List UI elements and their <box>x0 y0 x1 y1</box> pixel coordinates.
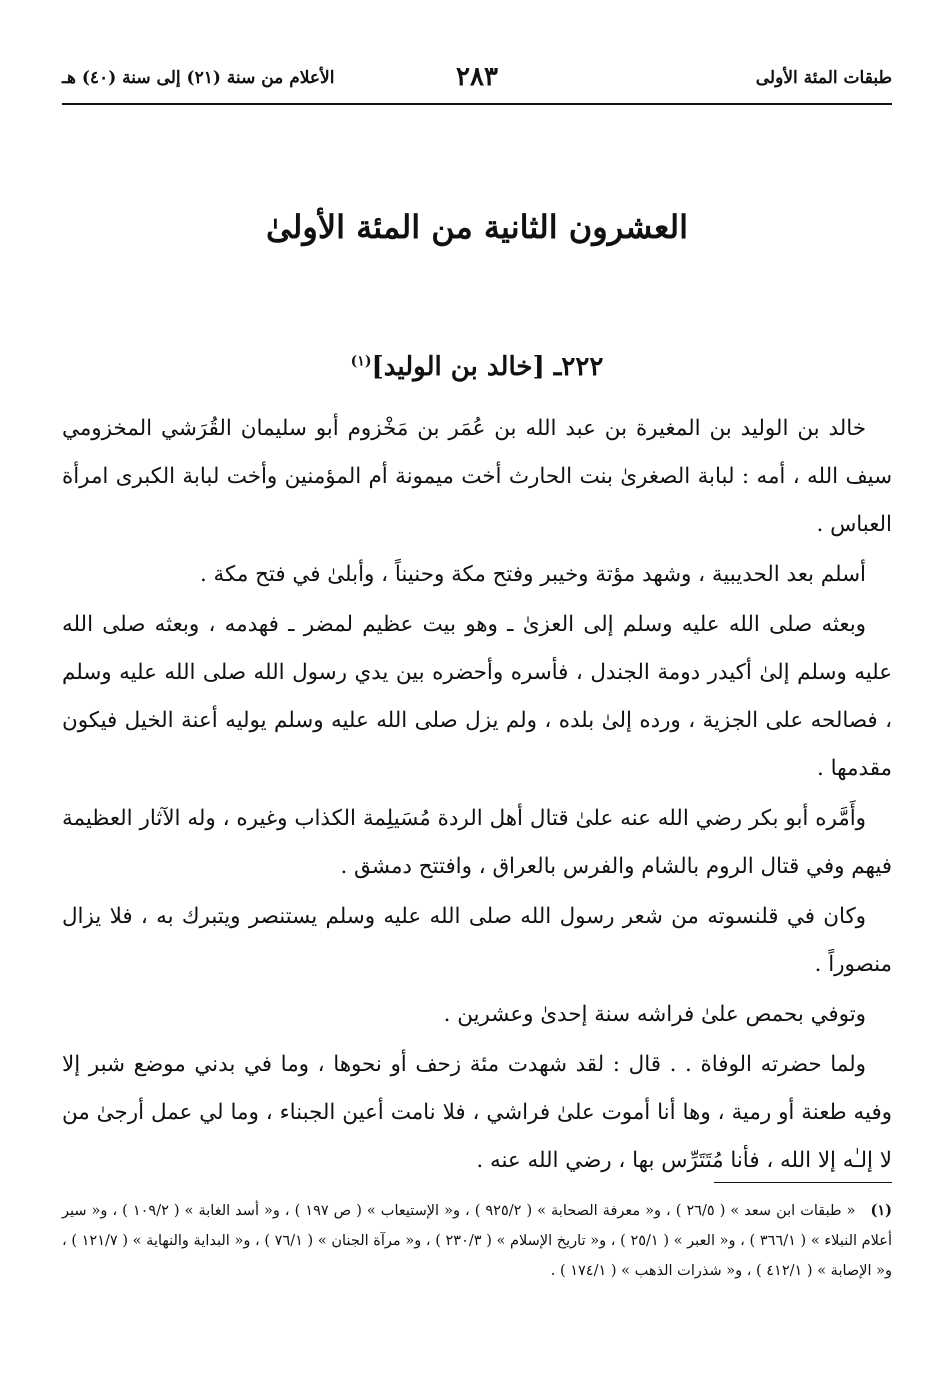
footnote-number: (١) <box>870 1202 893 1219</box>
paragraph: وبعثه صلى الله عليه وسلم إلى العزىٰ ـ وهو بيت عظيم لمضر ـ فهدمه ، وبعثه صلى الله عليه وسلم إلىٰ أكيدر دومة الجندل ، فأسره وأحضره بين يدي رسول الله صلى الله عليه وسلم ، فصالحه على الجزية ، ورده إلىٰ بلده ، ولم يزل صلى الله عليه وسلم يوليه أعنة الخيل فيكون مقدمها . <box>62 612 892 781</box>
footnote-divider <box>714 1182 892 1183</box>
header-divider <box>62 103 892 105</box>
entry-title-text: ٢٢٢ـ [خالد بن الوليد] <box>371 352 604 382</box>
header-book-section: طبقات المئة الأولى <box>755 68 892 88</box>
paragraph: وكان في قلنسوته من شعر رسول الله صلى الله عليه وسلم يستنصر ويتبرك به ، فلا يزال منصوراً . <box>62 904 892 977</box>
page-number: ٢٨٣ <box>456 62 498 92</box>
entry-title <box>62 352 892 382</box>
footnote-text: « طبقات ابن سعد » ( ٢٦/٥ ) ، و« معرفة الصحابة » ( ٩٢٥/٢ ) ، و« الإستيعاب » ( ص ١٩٧ ) ، و« أسد الغابة » ( ١٠٩/٢ ) ، و« سير أعلام النبلاء » ( ٣٦٦/١ ) ، و« العبر » ( ٢٥/١ ) ، و« تاريخ الإسلام » ( ٢٣٠/٣ ) ، و« مرآة الجنان » ( ٧٦/١ ) ، و« البداية والنهاية » ( ١٢١/٧ ) ، و« الإصابة » ( ٤١٢/١ ) ، و« شذرات الذهب » ( ١٧٤/١ ) . <box>62 1203 892 1279</box>
paragraph: وتوفي بحمص علىٰ فراشه سنة إحدىٰ وعشرين . <box>443 1002 866 1027</box>
entry-body <box>62 405 892 1187</box>
footnote <box>62 1196 892 1286</box>
paragraph: خالد بن الوليد بن المغيرة بن عبد الله بن عُمَر بن مَخْزوم أبو سليمان القُرَشي المخزومي سيف الله ، أمه : لبابة الصغرىٰ بنت الحارث أخت ميمونة أم المؤمنين وأخت لبابة الكبرى امرأة العباس . <box>62 416 892 537</box>
paragraph: ولما حضرته الوفاة . . قال : لقد شهدت مئة زحف أو نحوها ، وما في بدني موضع شبر إلا وفيه طعنة أو رمية ، وها أنا أموت علىٰ فراشي ، فلا نامت أعين الجبناء ، وما لي عمل أرجىٰ من لا إلـٰه إلا الله ، فأنا مُتَتَرِّس بها ، رضي الله عنه . <box>62 1052 892 1173</box>
footnote-ref: (١) <box>350 353 372 370</box>
paragraph: وأَمَّره أبو بكر رضي الله عنه علىٰ قتال أهل الردة مُسَيلِمة الكذاب وغيره ، وله الآثار العظيمة فيهم وفي قتال الروم بالشام والفرس بالعراق ، وافتتح دمشق . <box>62 806 892 879</box>
running-header <box>62 62 892 98</box>
chapter-title: العشرون الثانية من المئة الأولىٰ <box>265 208 689 246</box>
paragraph: أسلم بعد الحديبية ، وشهد مؤتة وخيبر وفتح مكة وحنيناً ، وأبلىٰ في فتح مكة . <box>199 562 866 587</box>
header-year-range: الأعلام من سنة (٢١) إلى سنة (٤٠) هـ <box>62 68 335 88</box>
